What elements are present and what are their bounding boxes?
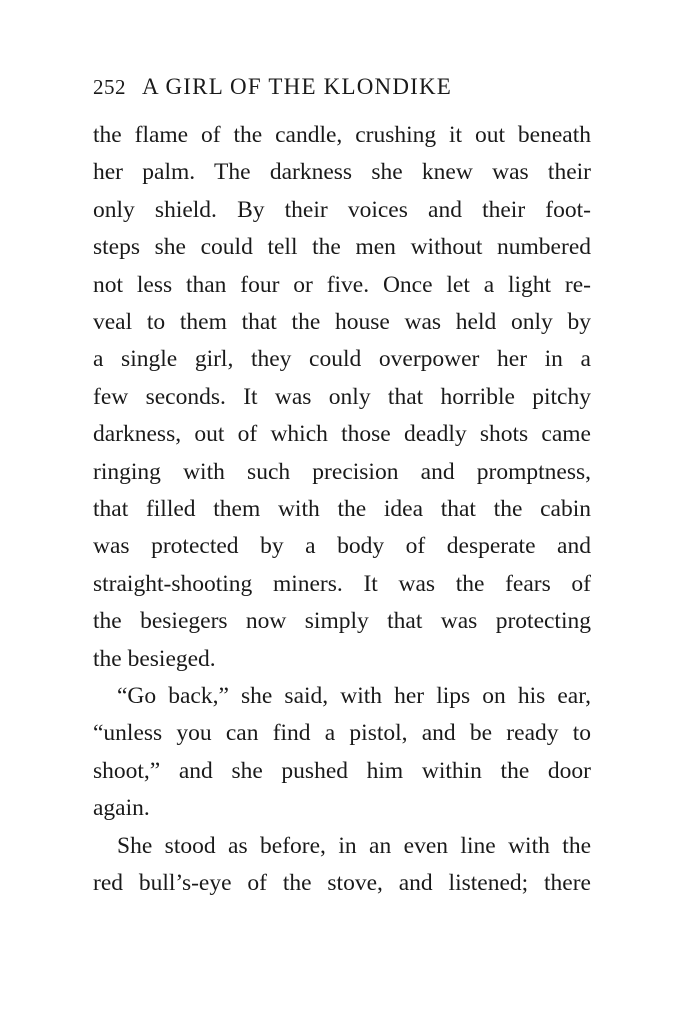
text-line: a single girl, they could overpower her in a — [93, 346, 591, 373]
text-line: shoot,” and she pushed him within the door — [93, 757, 591, 784]
text-line: was protected by a body of desperate and — [93, 533, 591, 560]
page-number: 252 — [93, 75, 126, 99]
text-line: straight-shooting miners. It was the fears of — [93, 570, 591, 597]
running-title: A GIRL OF THE KLONDIKE — [142, 74, 453, 99]
text-line: darkness, out of which those deadly shots came — [93, 421, 591, 448]
text-line: red bull’s-eye of the stove, and listened; there — [93, 870, 591, 896]
text-line: not less than four or five. Once let a light re- — [93, 271, 591, 298]
text-line: She stood as before, in an even line with the — [117, 832, 591, 859]
text-line: the flame of the candle, crushing it out beneath — [93, 122, 591, 148]
text-line: only shield. By their voices and their foot- — [93, 196, 591, 223]
text-line: her palm. The darkness she knew was their — [93, 159, 591, 186]
page-header — [93, 70, 452, 104]
text-line: steps she could tell the men without numbered — [93, 234, 591, 261]
text-line: ringing with such precision and promptness, — [93, 458, 591, 485]
text-line: “unless you can find a pistol, and be ready to — [93, 720, 591, 747]
text-line: the besieged. — [93, 645, 216, 672]
text-line: the besiegers now simply that was protecting — [93, 608, 591, 635]
text-line: that filled them with the idea that the cabin — [93, 496, 591, 522]
text-line: veal to them that the house was held only by — [93, 309, 591, 335]
text-line: again. — [93, 795, 150, 822]
text-line: few seconds. It was only that horrible pitchy — [93, 383, 591, 410]
text-line: “Go back,” she said, with her lips on his ear, — [117, 683, 591, 709]
